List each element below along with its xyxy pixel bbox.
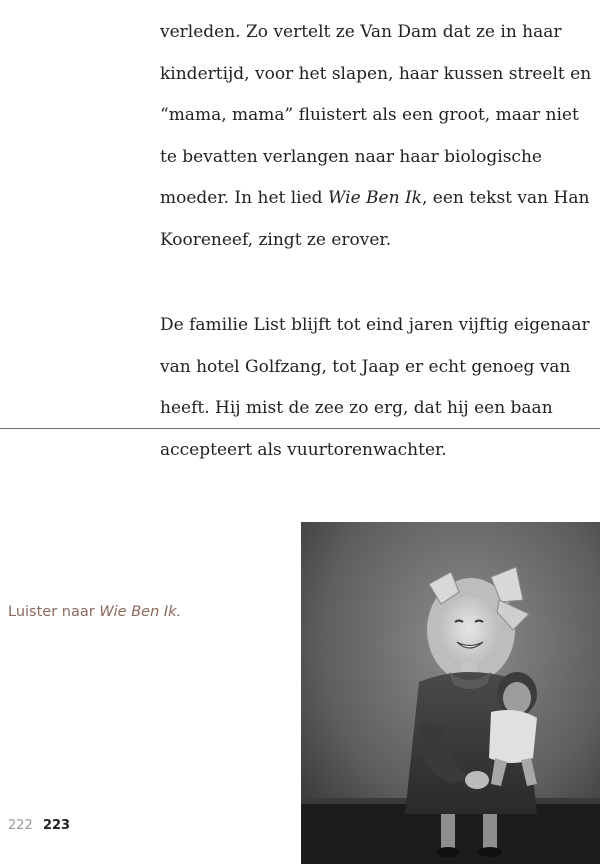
paragraph-2 xyxy=(160,305,600,471)
paragraph-1 xyxy=(160,12,600,261)
paragraph-1-line-2: kindertijd, voor het slapen, haar kussen streelt en xyxy=(160,63,592,84)
paragraph-2-line-3: heeft. Hij mist de zee zo erg, dat hij een baan xyxy=(160,398,553,418)
girl-with-doll-photo xyxy=(301,522,600,864)
paragraph-2-line-2: van hotel Golfzang, tot Jaap er echt genoeg van xyxy=(160,356,571,377)
paragraph-2-line-1: De familie List blijft tot eind jaren vijftig eigenaar xyxy=(160,315,590,335)
paragraph-1-line-4: te bevatten verlangen naar haar biologische xyxy=(160,146,542,167)
page-divider xyxy=(0,428,600,429)
page-number-left: 222 xyxy=(8,818,33,833)
page-numbers xyxy=(8,818,70,833)
paragraph-1-line-6: Kooreneef, zingt ze erover. xyxy=(160,229,392,250)
paragraph-1-line-5-end: , een tekst van Han xyxy=(421,188,590,208)
photo-illustration xyxy=(301,522,600,864)
caption-song-title: Wie Ben Ik. xyxy=(99,604,182,620)
caption-prefix: Luister naar xyxy=(8,604,100,620)
paragraph-1-line-1: verleden. Zo vertelt ze Van Dam dat ze in haar xyxy=(160,22,562,42)
paragraph-2-line-4: accepteert als vuurtorenwachter. xyxy=(160,439,447,460)
paragraph-1-line-5-start: moeder. In het lied xyxy=(160,188,328,208)
song-title-inline: Wie Ben Ik xyxy=(327,188,422,208)
page-number-right: 223 xyxy=(42,818,71,833)
paragraph-1-line-3: “mama, mama” fluistert als een groot, maar niet xyxy=(160,105,579,125)
audio-caption-link[interactable] xyxy=(8,604,181,620)
paragraph-1-line-5 xyxy=(160,178,600,220)
